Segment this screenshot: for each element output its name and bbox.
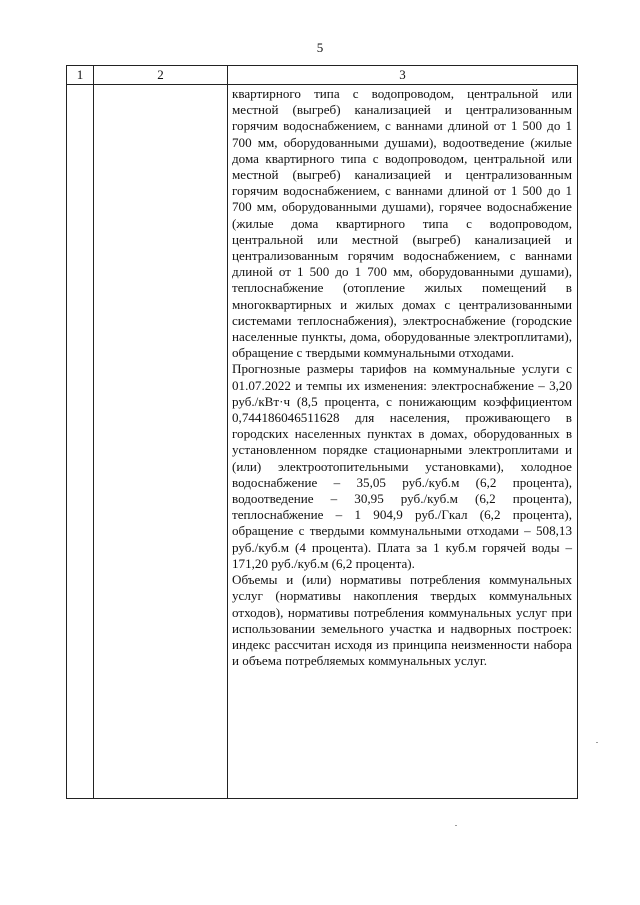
page-number: 5	[316, 40, 324, 55]
column-header-1: 1	[67, 66, 94, 85]
scan-artifact	[455, 825, 457, 826]
tariff-forecast-paragraph: Прогнозные размеры тарифов на коммунальные услуги с 01.07.2022 и темпы их изменения: электроснабжение – 3,20 руб./кВт·ч (8,5 процента, с понижающим коэффициентом 0,744186046511628 для населения, проживающего в городских населенных пунктах в домах, оборудованных в установленном порядке стационарными электроплитами и (или) электроотопительными установками), холодное водоснабжение – 35,05 руб./куб.м (6,2 процента), водоотведение – 30,95 руб./куб.м (6,2 процента), теплоснабжение – 1 904,9 руб./Гкал (6,2 процента), обращение с твердыми коммунальными отходами – 508,13 руб./куб.м (4 процента). Плата за 1 куб.м горячей воды – 171,20 руб./куб.м (6,2 процента).	[232, 361, 572, 571]
column-header-2: 2	[94, 66, 228, 85]
services-list-paragraph: квартирного типа с водопроводом, центральной или местной (выгреб) канализацией и централизованным горячим водоснабжением, с ваннами длиной от 1 500 до 1 700 мм, оборудованными душами), водоотведение (жилые дома квартирного типа с водопроводом, центральной или местной (выгреб) канализацией и централизованным горячим водоснабжением, с ваннами длиной от 1 500 до 1 700 мм, оборудованными душами), горячее водоснабжение (жилые дома квартирного типа с водопроводом, центральной или местной (выгреб) канализацией и централизованным горячим водоснабжением, с ваннами длиной от 1 500 до 1 700 мм, оборудованными душами), теплоснабжение (отопление жилых помещений в многоквартирных и жилых домах с централизованными системами теплоснабжения), электроснабжение (городские населенные пункты, дома, оборудованные электроплитами), обращение с твердыми коммунальными отходами.	[232, 86, 572, 361]
consumption-norms-paragraph: Объемы и (или) нормативы потребления коммунальных услуг (нормативы накопления твердых коммунальных отходов), нормативы потребления коммунальных услуг при использовании земельного участка и надворных построек: индекс рассчитан исходя из принципа неизменности набора и объема потребляемых коммунальных услуг.	[232, 572, 572, 669]
column-2-cell	[94, 85, 228, 799]
column-header-3: 3	[228, 66, 578, 85]
column-3-cell	[228, 85, 578, 799]
scan-artifact	[596, 742, 598, 743]
table-header-row	[67, 66, 578, 85]
tariff-table	[66, 65, 578, 799]
table-row	[67, 85, 578, 799]
column-1-cell	[67, 85, 94, 799]
